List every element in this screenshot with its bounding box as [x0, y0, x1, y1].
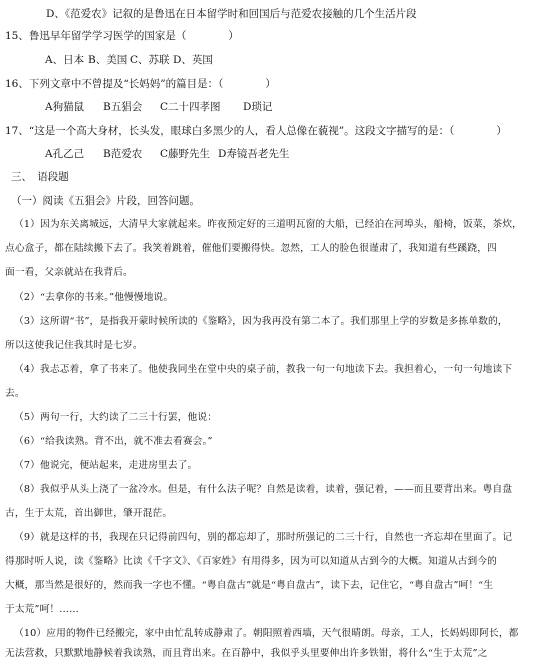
paragraph-8-line-1: （8）我似乎从头上浇了一盆冷水。但是，有什么法子呢？自然是读着，读着，强记着，——而且要背出来。粤自盘: [14, 484, 513, 495]
q17-option-c: C藤野先生: [160, 148, 211, 160]
paragraph-9-line-3: 大概，那当然是很好的，然而我一字也不懂。“粤自盘古”就是“粤自盘古”，读下去，记住它，“粤自盘古”呵！“生: [5, 580, 494, 591]
section-3-heading: 三、 语段题: [11, 171, 69, 183]
paragraph-9-line-4: 于太荒”呵！……: [5, 604, 79, 615]
paragraph-4-line-2: 去。: [5, 388, 25, 399]
q15-option-d: D、英国: [173, 54, 213, 66]
paragraph-6: （6）“给我读熟。背不出，就不准去看赛会。”: [14, 436, 213, 447]
q16-option-a: A狗猫鼠: [45, 101, 85, 113]
paragraph-7: （7）他说完，便站起来，走进房里去了。: [14, 460, 198, 471]
question-15-options: [0, 54, 542, 67]
question-16-options: [0, 101, 542, 114]
paragraph-1-line-1: （1）因为东关离城远，大清早大家就起来。昨夜预定好的三道明瓦窗的大船，已经泊在河埠头，船椅，饭菜，茶炊，: [14, 219, 523, 230]
option-d-statement: D、《范爱农》记叙的是鲁迅在日本留学时和回国后与范爱农接触的几个生活片段: [46, 8, 417, 20]
paragraph-10-line-1: （10）应用的物件已经搬完，家中由忙乱转成静肃了。朝阳照着西墙，天气很晴朗。母亲，工人，长妈妈即阿长，都: [14, 628, 519, 639]
paragraph-8-line-2: 古，生于太荒，首出御世，肇开混茫。: [5, 508, 173, 519]
paragraph-1-line-2: 点心盒子，都在陆续搬下去了。我笑着跳着，催他们要搬得快。忽然，工人的脸色很谨肃了，我知道有些蹊跷，四: [5, 243, 497, 254]
paragraph-5: （5）两句一行，大约读了二三十行罢，他说：: [14, 412, 218, 423]
question-17-options: [0, 148, 542, 161]
q16-option-b: B五猖会: [103, 101, 143, 113]
q15-option-b: B、美国: [88, 54, 128, 66]
paragraph-9-line-2: 得那时听人说，读《鉴略》比读《千字文》、《百家姓》有用得多，因为可以知道从古到今的大概。知道从古到今的: [5, 556, 498, 567]
q17-option-a: A孔乙己: [45, 148, 85, 160]
paragraph-10-line-2: 无法营救，只默默地静候着我读熟，而且背出来。在百静中，我似乎头里要伸出许多铁钳，将什么“生于太荒”之: [5, 648, 488, 659]
q17-option-d: D寿镜吾老先生: [218, 148, 290, 160]
paragraph-2: （2）“去拿你的书来。”他慢慢地说。: [14, 292, 174, 303]
q16-option-c: C二十四孝图: [160, 101, 221, 113]
q15-option-a: A、日本: [45, 54, 85, 66]
reading-subheading: （一）阅读《五猖会》片段，回答问题。: [11, 195, 200, 207]
paragraph-3-line-2: 所以这使我记住我其时是七岁。: [5, 340, 143, 351]
paragraph-4-line-1: （4）我忐忑着，拿了书来了。他使我同坐在堂中央的桌子前，教我一句一句地读下去。我担着心，一句一句地读下: [14, 364, 513, 375]
question-17: 17、“这是一个高大身材，长头发，眼球白多黑少的人，看人总像在藐视”。这段文字描写的是：（ ）: [5, 125, 507, 137]
q16-option-d: D琐记: [243, 101, 273, 113]
paragraph-9-line-1: （9）就是这样的书，我现在只记得前四句，别的都忘却了，那时所强记的二三十行，自然也一齐忘却在里面了。记: [14, 532, 513, 543]
question-16: 16、下列文章中不曾提及“长妈妈”的篇目是：（ ）: [5, 78, 276, 90]
question-15: 15、鲁迅早年留学学习医学的国家是（ ）: [5, 30, 239, 42]
q15-option-c: C、苏联: [130, 54, 170, 66]
paragraph-3-line-1: （3）这所谓“书”，是指我开蒙时候所读的《鉴略》，因为我再没有第二本了。我们那里上学的岁数是多拣单数的，: [14, 316, 508, 327]
paragraph-1-line-3: 面一看，父亲就站在我背后。: [5, 267, 133, 278]
q17-option-b: B范爱农: [103, 148, 143, 160]
